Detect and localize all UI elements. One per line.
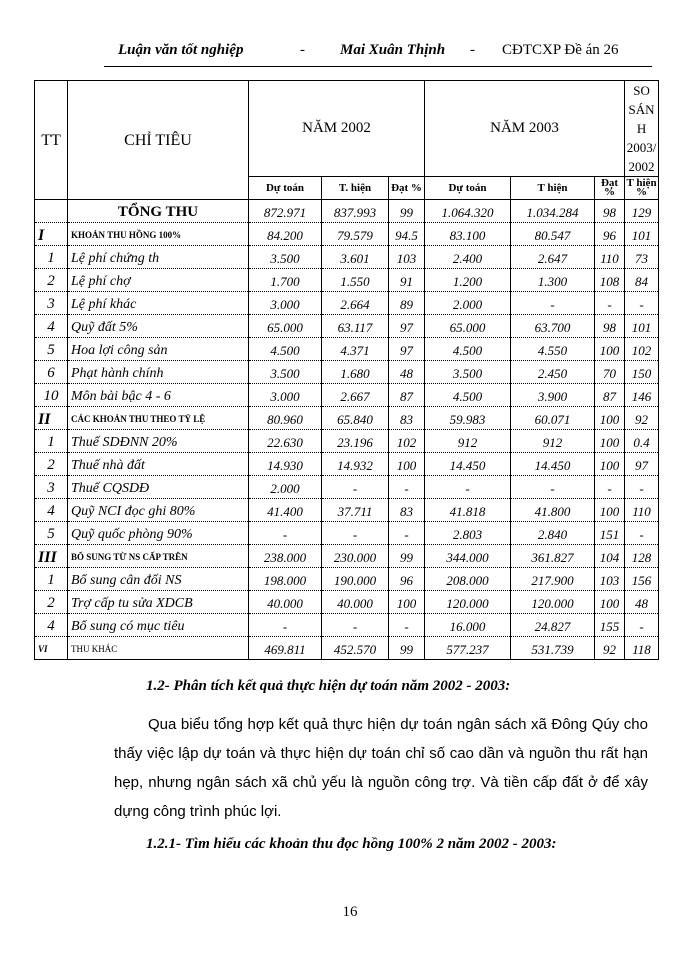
cell-dutoan-2002: 3.000 [249, 292, 322, 315]
cell-dat-2002: - [389, 476, 425, 499]
cell-compare: 48 [625, 591, 659, 614]
table-row [35, 476, 659, 499]
cell-compare: 101 [625, 223, 659, 246]
cell-dat-2003: 100 [595, 407, 625, 430]
row-tt-cell: II [35, 407, 68, 430]
cell-dutoan-2003: 1.064.320 [425, 200, 511, 223]
cell-dutoan-2002: 41.400 [249, 499, 322, 522]
cell-dat-2003: 110 [595, 246, 625, 269]
row-name-cell: Bổ sung có mục tiêu [68, 614, 249, 637]
table-row [35, 614, 659, 637]
cell-dutoan-2002: 3.000 [249, 384, 322, 407]
cell-dat-2002: 100 [389, 453, 425, 476]
header-separator: - [300, 42, 305, 58]
row-name-cell: Lệ phí khác [68, 292, 249, 315]
cell-thien-2002: 2.664 [322, 292, 389, 315]
cell-dat-2003: 103 [595, 568, 625, 591]
sub-t-hien-pct: T hiện % [626, 177, 657, 198]
row-name-cell: Lệ phí chứng th [68, 246, 249, 269]
analysis-paragraph [114, 710, 648, 826]
row-name-cell: Môn bài bậc 4 - 6 [68, 384, 249, 407]
cell-dutoan-2003: 4.500 [425, 384, 511, 407]
cell-dutoan-2002: 1.700 [249, 269, 322, 292]
row-tt-cell: 2 [35, 453, 68, 476]
cell-dat-2002: - [389, 522, 425, 545]
table-row [35, 361, 659, 384]
cell-compare: - [625, 522, 659, 545]
cell-thien-2002: 40.000 [322, 591, 389, 614]
cell-thien-2003: 217.900 [511, 568, 595, 591]
cell-dutoan-2003: 4.500 [425, 338, 511, 361]
cell-dat-2002: - [389, 614, 425, 637]
table-header-row [35, 81, 659, 177]
row-name-cell: Quỹ đất 5% [68, 315, 249, 338]
cell-dutoan-2002: - [249, 614, 322, 637]
cell-compare: 150 [625, 361, 659, 384]
cell-dat-2002: 89 [389, 292, 425, 315]
table-row [35, 545, 659, 568]
row-tt-cell: 1 [35, 568, 68, 591]
table-row [35, 591, 659, 614]
row-name-cell: TỔNG THU [68, 200, 249, 223]
cell-thien-2003: 24.827 [511, 614, 595, 637]
cell-dat-2003: 98 [595, 200, 625, 223]
cell-dat-2002: 87 [389, 384, 425, 407]
row-tt-cell: I [35, 223, 68, 246]
cell-thien-2003: 41.800 [511, 499, 595, 522]
cell-dutoan-2002: 22.630 [249, 430, 322, 453]
cell-dutoan-2002: 65.000 [249, 315, 322, 338]
cell-thien-2002: - [322, 476, 389, 499]
cell-dat-2003: 100 [595, 499, 625, 522]
page-number: 16 [342, 904, 358, 920]
row-tt-cell: 4 [35, 315, 68, 338]
budget-table [34, 80, 659, 660]
cell-compare: 0.4 [625, 430, 659, 453]
cell-thien-2003: 3.900 [511, 384, 595, 407]
cell-dutoan-2003: 120.000 [425, 591, 511, 614]
cell-dat-2002: 102 [389, 430, 425, 453]
cell-thien-2002: 1.550 [322, 269, 389, 292]
table-row [35, 522, 659, 545]
cell-thien-2002: 452.570 [322, 637, 389, 660]
cell-dat-2002: 99 [389, 200, 425, 223]
table-row [35, 292, 659, 315]
cell-dat-2003: 108 [595, 269, 625, 292]
cell-dutoan-2002: 14.930 [249, 453, 322, 476]
cell-thien-2002: 3.601 [322, 246, 389, 269]
row-tt-cell: 5 [35, 522, 68, 545]
cell-thien-2003: 14.450 [511, 453, 595, 476]
cell-dutoan-2002: 80.960 [249, 407, 322, 430]
cell-dat-2002: 99 [389, 545, 425, 568]
table-row [35, 269, 659, 292]
cell-thien-2002: 23.196 [322, 430, 389, 453]
cell-dutoan-2003: 2.000 [425, 292, 511, 315]
cell-compare: 73 [625, 246, 659, 269]
cell-dat-2003: 70 [595, 361, 625, 384]
cell-compare: 129 [625, 200, 659, 223]
row-tt-cell: 5 [35, 338, 68, 361]
table-row [35, 430, 659, 453]
cell-compare: 156 [625, 568, 659, 591]
cell-dat-2002: 96 [389, 568, 425, 591]
table-row [35, 453, 659, 476]
table-row [35, 568, 659, 591]
cell-dutoan-2002: - [249, 522, 322, 545]
cell-dutoan-2003: 2.803 [425, 522, 511, 545]
table-row [35, 315, 659, 338]
cell-thien-2003: - [511, 476, 595, 499]
cell-thien-2003: 2.840 [511, 522, 595, 545]
header-title: Luận văn tốt nghiệp [118, 42, 244, 58]
cell-thien-2003: 4.550 [511, 338, 595, 361]
cell-compare: - [625, 476, 659, 499]
cell-dutoan-2002: 40.000 [249, 591, 322, 614]
table-row [35, 637, 659, 660]
cell-dat-2003: 100 [595, 430, 625, 453]
cell-dat-2002: 97 [389, 315, 425, 338]
sub-du-toan-2003: Dự toán [425, 177, 511, 200]
row-name-cell: Quỹ NCI đọc ghi 80% [68, 499, 249, 522]
cell-compare: - [625, 614, 659, 637]
cell-compare: 92 [625, 407, 659, 430]
row-tt-cell: 2 [35, 269, 68, 292]
row-name-cell: Bổ sung cân đối NS [68, 568, 249, 591]
cell-dutoan-2002: 198.000 [249, 568, 322, 591]
cell-thien-2003: 361.827 [511, 545, 595, 568]
table-row [35, 338, 659, 361]
col-chitieu-header: CHỈ TIÊU [68, 81, 249, 200]
cell-thien-2003: 63.700 [511, 315, 595, 338]
cell-dutoan-2003: 1.200 [425, 269, 511, 292]
cell-thien-2003: 2.450 [511, 361, 595, 384]
cell-dat-2003: 100 [595, 453, 625, 476]
cell-dutoan-2003: 344.000 [425, 545, 511, 568]
cell-dat-2003: 104 [595, 545, 625, 568]
cell-dat-2003: 92 [595, 637, 625, 660]
cell-compare: 102 [625, 338, 659, 361]
row-tt-cell: 1 [35, 246, 68, 269]
cell-dutoan-2003: 16.000 [425, 614, 511, 637]
row-name-cell: Thuế nhà đất [68, 453, 249, 476]
header-separator: - [470, 42, 475, 58]
cell-thien-2003: 2.647 [511, 246, 595, 269]
cell-dutoan-2003: - [425, 476, 511, 499]
row-tt-cell [35, 200, 68, 223]
cell-thien-2002: 14.932 [322, 453, 389, 476]
cell-dutoan-2002: 238.000 [249, 545, 322, 568]
cell-dat-2002: 83 [389, 407, 425, 430]
sub-dat-2002: Đạt % [389, 177, 425, 200]
table-row [35, 384, 659, 407]
cell-dat-2003: 155 [595, 614, 625, 637]
cell-thien-2002: 190.000 [322, 568, 389, 591]
cell-thien-2002: 837.993 [322, 200, 389, 223]
cell-dat-2003: 98 [595, 315, 625, 338]
cell-dutoan-2003: 14.450 [425, 453, 511, 476]
table-row [35, 223, 659, 246]
cell-dat-2002: 100 [389, 591, 425, 614]
cell-thien-2003: 60.071 [511, 407, 595, 430]
cell-compare: 118 [625, 637, 659, 660]
cell-compare: 84 [625, 269, 659, 292]
cell-dat-2002: 94.5 [389, 223, 425, 246]
cell-compare: 110 [625, 499, 659, 522]
cell-thien-2002: - [322, 614, 389, 637]
row-name-cell: CÁC KHOẢN THU THEO TỶ LỆ [68, 407, 249, 430]
cell-dat-2003: - [595, 476, 625, 499]
row-name-cell: Hoa lợi công sản [68, 338, 249, 361]
row-tt-cell: III [35, 545, 68, 568]
row-name-cell: THU KHÁC [68, 637, 249, 660]
table-row [35, 200, 659, 223]
cell-dutoan-2003: 83.100 [425, 223, 511, 246]
cell-dutoan-2002: 2.000 [249, 476, 322, 499]
col-tt-header: TT [35, 81, 68, 200]
cell-dutoan-2002: 3.500 [249, 361, 322, 384]
cell-thien-2002: 2.667 [322, 384, 389, 407]
cell-dat-2003: 96 [595, 223, 625, 246]
cell-dat-2002: 91 [389, 269, 425, 292]
cell-dat-2002: 83 [389, 499, 425, 522]
row-tt-cell: 3 [35, 476, 68, 499]
header-author: Mai Xuân Thịnh [340, 42, 446, 58]
cell-dat-2003: 151 [595, 522, 625, 545]
cell-dutoan-2002: 872.971 [249, 200, 322, 223]
cell-dutoan-2003: 3.500 [425, 361, 511, 384]
section-title: 1.2- Phân tích kết quả thực hiện dự toán năm 2002 - 2003: [146, 678, 511, 694]
row-tt-cell: 10 [35, 384, 68, 407]
row-name-cell: Thuế CQSDĐ [68, 476, 249, 499]
header-code: CĐTCXP Đề án 26 [502, 42, 619, 58]
header-rule [104, 66, 652, 67]
cell-dat-2002: 48 [389, 361, 425, 384]
sub-t-hien-2003: T hiện [511, 177, 595, 200]
row-name-cell: Trợ cấp tu sửa XDCB [68, 591, 249, 614]
page-header [104, 40, 652, 66]
row-tt-cell: 2 [35, 591, 68, 614]
cell-dutoan-2003: 912 [425, 430, 511, 453]
row-name-cell: BỔ SUNG TỪ NS CẤP TRÊN [68, 545, 249, 568]
cell-compare: 97 [625, 453, 659, 476]
row-tt-cell: 6 [35, 361, 68, 384]
cell-dutoan-2003: 2.400 [425, 246, 511, 269]
cell-compare: - [625, 292, 659, 315]
cell-thien-2003: - [511, 292, 595, 315]
subsection-title: 1.2.1- Tìm hiểu các khoản thu đọc hồng 100% 2 năm 2002 - 2003: [146, 836, 557, 852]
table-row [35, 499, 659, 522]
cell-dat-2003: 100 [595, 591, 625, 614]
row-tt-cell: 4 [35, 499, 68, 522]
row-name-cell: Phạt hành chính [68, 361, 249, 384]
cell-dat-2003: 87 [595, 384, 625, 407]
cell-dat-2003: 100 [595, 338, 625, 361]
cell-thien-2003: 531.739 [511, 637, 595, 660]
cell-thien-2003: 1.034.284 [511, 200, 595, 223]
cell-thien-2003: 80.547 [511, 223, 595, 246]
row-tt-cell: 4 [35, 614, 68, 637]
cell-thien-2002: 79.579 [322, 223, 389, 246]
paragraph-text: Qua biểu tổng hợp kết quả thực hiện dự toán ngân sách xã Đông Qúy cho thấy việc lập dự toán và thực hiện dự toán chỉ số cao dần và nguồn thu rất hạn hẹp, nhưng ngân sách xã chủ yếu là nguồn công trợ. Và tiền cấp đất ở để xây dựng công trình phúc lợi. [114, 716, 648, 820]
compare-header: SO SÁN H 2003/ 2002 [625, 81, 659, 177]
cell-thien-2002: 63.117 [322, 315, 389, 338]
cell-dutoan-2003: 208.000 [425, 568, 511, 591]
cell-thien-2002: - [322, 522, 389, 545]
cell-dat-2002: 99 [389, 637, 425, 660]
cell-dutoan-2002: 3.500 [249, 246, 322, 269]
cell-dutoan-2003: 59.983 [425, 407, 511, 430]
cell-dat-2003: - [595, 292, 625, 315]
row-tt-cell: VI [35, 637, 68, 660]
year-2002-header: NĂM 2002 [249, 81, 425, 177]
row-name-cell: Thuế SDĐNN 20% [68, 430, 249, 453]
cell-dutoan-2003: 41.818 [425, 499, 511, 522]
sub-dat-2003: Đạt % [595, 177, 625, 200]
cell-dutoan-2003: 65.000 [425, 315, 511, 338]
row-name-cell: Lệ phí chợ [68, 269, 249, 292]
cell-thien-2003: 120.000 [511, 591, 595, 614]
table-row [35, 246, 659, 269]
row-name-cell: Quỹ quốc phòng 90% [68, 522, 249, 545]
cell-dutoan-2002: 469.811 [249, 637, 322, 660]
row-tt-cell: 1 [35, 430, 68, 453]
cell-thien-2002: 65.840 [322, 407, 389, 430]
cell-dat-2002: 103 [389, 246, 425, 269]
cell-dutoan-2002: 84.200 [249, 223, 322, 246]
year-2003-header: NĂM 2003 [425, 81, 625, 177]
cell-compare: 146 [625, 384, 659, 407]
cell-thien-2002: 37.711 [322, 499, 389, 522]
sub-t-hien-2002: T. hiện [322, 177, 389, 200]
cell-compare: 128 [625, 545, 659, 568]
cell-thien-2002: 230.000 [322, 545, 389, 568]
cell-thien-2003: 1.300 [511, 269, 595, 292]
cell-thien-2003: 912 [511, 430, 595, 453]
row-name-cell: KHOẢN THU HỒNG 100% [68, 223, 249, 246]
cell-dat-2002: 97 [389, 338, 425, 361]
cell-thien-2002: 4.371 [322, 338, 389, 361]
cell-thien-2002: 1.680 [322, 361, 389, 384]
sub-du-toan-2002: Dự toán [249, 177, 322, 200]
cell-compare: 101 [625, 315, 659, 338]
table-row [35, 407, 659, 430]
cell-dutoan-2002: 4.500 [249, 338, 322, 361]
cell-dutoan-2003: 577.237 [425, 637, 511, 660]
row-tt-cell: 3 [35, 292, 68, 315]
